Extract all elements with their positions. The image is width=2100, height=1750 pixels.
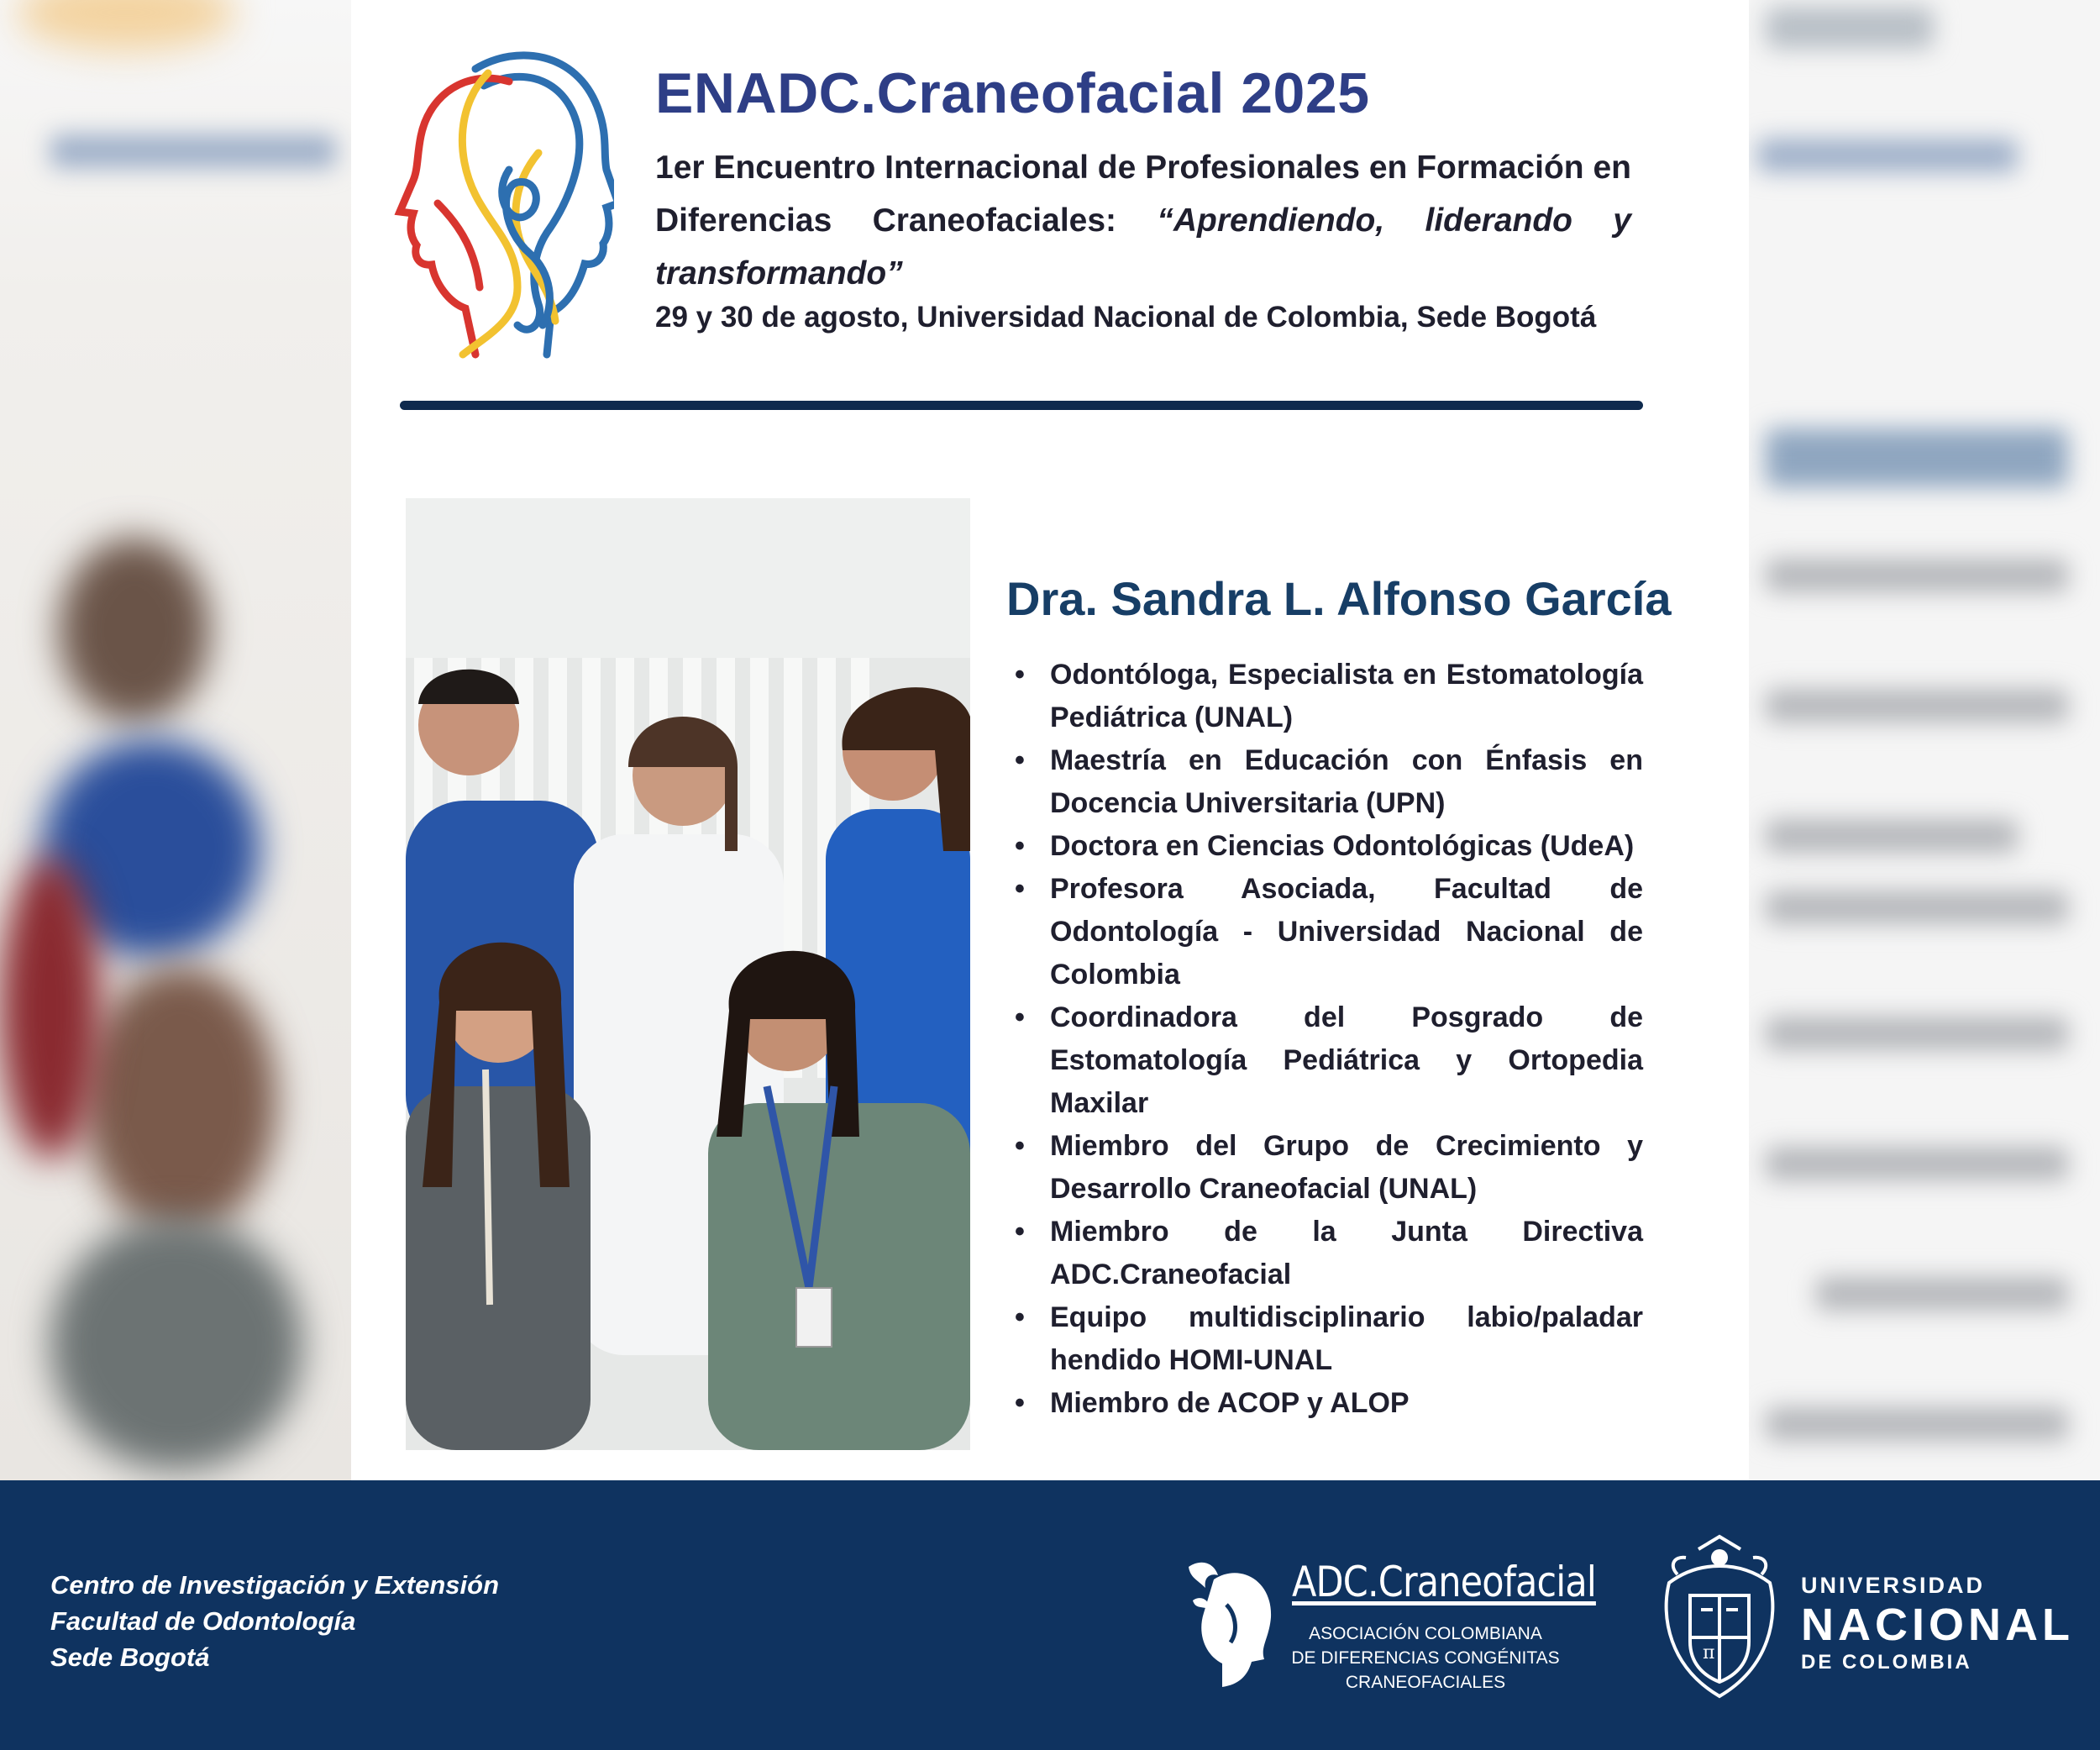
credential-item: • Maestría en Educación con Énfasis en Docencia Universitaria (UPN) [1015, 739, 1643, 825]
faculty-credit-line: Centro de Investigación y Extensión [50, 1570, 500, 1600]
adc-logo-name: ADC.Craneofacial [1292, 1558, 1596, 1606]
credential-item: • Miembro de ACOP y ALOP [1015, 1382, 1643, 1425]
adc-silhouette-icon [1180, 1554, 1279, 1689]
blurred-background-right [1749, 0, 2100, 1480]
speaker-name: Dra. Sandra L. Alfonso García [1006, 572, 1672, 625]
group-photo [406, 498, 970, 1450]
event-date-location: 29 y 30 de agosto, Universidad Nacional de Colombia, Sede Bogotá [655, 301, 1597, 334]
event-subtitle [655, 141, 1631, 300]
credential-item: • Profesora Asociada, Facultad de Odontología - Universidad Nacional de Colombia [1015, 868, 1643, 996]
credential-item: • Equipo multidisciplinario labio/paladar hendido HOMI-UNAL [1015, 1296, 1643, 1382]
university-line-3: DE COLOMBIA [1801, 1651, 1972, 1674]
svg-text:π: π [1703, 1642, 1715, 1663]
footer-bar [0, 1480, 2100, 1750]
event-poster [351, 0, 1749, 1480]
university-line-2: NACIONAL [1801, 1600, 2074, 1650]
faculty-credit [50, 1567, 499, 1675]
adc-tagline-line: ASOCIACIÓN COLOMBIANA [1309, 1624, 1542, 1643]
event-slogan: “Aprendiendo, liderando y transformando” [655, 202, 1631, 292]
faculty-credit-line: Sede Bogotá [50, 1642, 210, 1672]
header-divider [400, 401, 1643, 410]
faculty-credit-line: Facultad de Odontología [50, 1606, 356, 1636]
credential-item: • Odontóloga, Especialista en Estomatología Pediátrica (UNAL) [1015, 654, 1643, 739]
adc-tagline-line: CRANEOFACIALES [1345, 1673, 1506, 1692]
blurred-background-left [0, 0, 351, 1480]
credentials-list [1015, 654, 1643, 1425]
credential-item: • Miembro de la Junta Directiva ADC.Craneofacial [1015, 1211, 1643, 1296]
unal-seal-icon [1652, 1532, 1787, 1705]
event-subtitle-text: 1er Encuentro Internacional de Profesionales en Formación en Diferencias Craneofaciales: [655, 150, 1631, 239]
university-line-1: UNIVERSIDAD [1801, 1573, 1986, 1598]
head-profile-lines-icon [383, 35, 614, 359]
credential-item: • Doctora en Ciencias Odontológicas (UdeA) [1015, 825, 1643, 868]
credential-item: • Miembro del Grupo de Crecimiento y Desarrollo Craneofacial (UNAL) [1015, 1125, 1643, 1211]
event-title: ENADC.Craneofacial 2025 [655, 61, 1370, 125]
adc-tagline [1278, 1621, 1572, 1695]
university-wordmark [1801, 1573, 2074, 1674]
credential-item: • Coordinadora del Posgrado de Estomatología Pediátrica y Ortopedia Maxilar [1015, 996, 1643, 1125]
adc-tagline-line: DE DIFERENCIAS CONGÉNITAS [1291, 1648, 1560, 1668]
